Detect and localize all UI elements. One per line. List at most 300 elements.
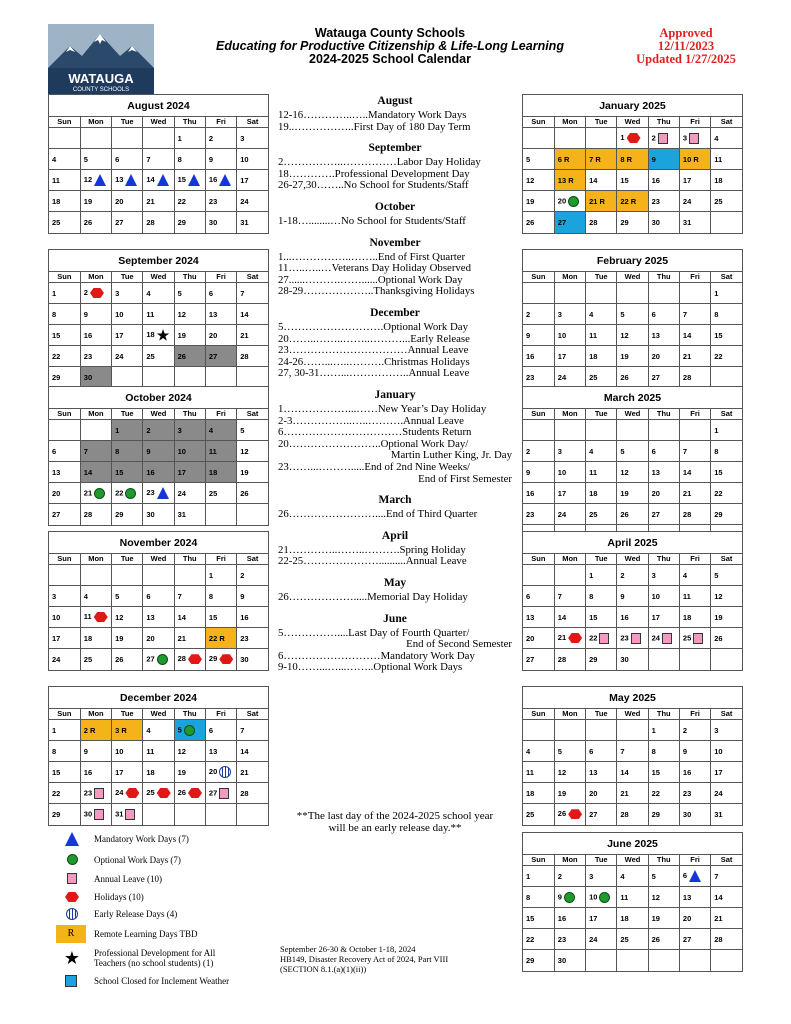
day-cell [648, 628, 679, 649]
day-cell [679, 887, 710, 908]
day-cell [174, 441, 205, 462]
day-number: 11 [83, 611, 92, 621]
day-cell [586, 441, 617, 462]
day-number: 30 [557, 955, 567, 965]
day-number: 17 [115, 767, 124, 777]
day-number: 26 [651, 934, 660, 944]
day-cell [679, 929, 710, 950]
day-cell [711, 741, 742, 762]
event-month-heading: January [374, 389, 416, 401]
weekday-header: Sat [711, 709, 742, 720]
day-number: 14 [83, 467, 93, 477]
day-number: 16 [620, 612, 629, 622]
weekday-header: Sat [711, 272, 742, 283]
motto: Educating for Productive Citizenship & Life-Long Learning [216, 39, 564, 53]
day-cell [143, 565, 174, 586]
day-cell [237, 504, 268, 525]
day-cell [49, 212, 80, 233]
day-cell [80, 720, 111, 741]
day-cell [617, 420, 648, 441]
day-number: 12 [651, 892, 660, 902]
day-cell [174, 420, 205, 441]
day-number: 3 R [115, 725, 127, 735]
day-number: 12 [620, 467, 629, 477]
day-number: 29 [177, 217, 186, 227]
weekday-header: Wed [617, 117, 648, 128]
day-number: 18 [208, 467, 218, 477]
day-cell [49, 783, 80, 804]
circle-icon [564, 892, 575, 903]
day-number: 21 [714, 913, 723, 923]
day-cell [143, 367, 174, 388]
day-number: 2 [526, 446, 531, 456]
day-number: 12 [177, 746, 186, 756]
day-cell [554, 887, 585, 908]
weekday-header: Thu [174, 709, 205, 720]
day-number: 20 [146, 633, 155, 643]
legend-text: Remote Learning Days TBD [94, 929, 198, 939]
weekday-header: Tue [112, 272, 143, 283]
event-line: 6………………………Mandatory Work Day [278, 650, 475, 662]
day-number: 13 [115, 174, 124, 184]
day-number: 4 [714, 133, 719, 143]
weekday-header: Mon [80, 554, 111, 565]
day-cell [523, 346, 554, 367]
day-cell [174, 586, 205, 607]
day-number: 6 [208, 288, 214, 298]
day-number: 18 [589, 488, 598, 498]
event-line: 12-16…………..…..Mandatory Work Days [278, 110, 467, 121]
day-cell [617, 741, 648, 762]
day-number: 2 [526, 309, 531, 319]
day-cell [49, 628, 80, 649]
day-cell [523, 304, 554, 325]
day-cell [80, 586, 111, 607]
day-cell [586, 128, 617, 149]
circle-icon [125, 488, 136, 499]
day-cell [205, 783, 236, 804]
day-cell [49, 128, 80, 149]
day-cell [617, 720, 648, 741]
day-number: 15 [620, 175, 629, 185]
circle-icon [67, 854, 78, 865]
event-line: 11…..…..…Veterans Day Holiday Observed [278, 263, 471, 275]
day-number: 5 [714, 570, 719, 580]
day-number: 5 [177, 724, 182, 734]
day-cell [648, 420, 679, 441]
day-number: 20 [682, 913, 692, 923]
square-icon [219, 788, 229, 799]
approved-label: Approved [659, 26, 713, 40]
day-cell [648, 346, 679, 367]
day-number: 10 [557, 330, 567, 340]
day-number: 20 [526, 633, 535, 643]
day-cell [80, 762, 111, 783]
school-name: Watauga County Schools [314, 26, 466, 40]
weekday-header: Sat [237, 554, 268, 565]
day-number: 25 [208, 488, 218, 498]
day-number: 1 [177, 133, 182, 143]
day-cell [80, 304, 111, 325]
day-cell [617, 586, 648, 607]
day-cell [174, 804, 205, 825]
day-number: 5 [115, 591, 120, 601]
day-number: 15 [714, 330, 723, 340]
day-number: 22 [52, 351, 61, 361]
day-number: 9 [557, 891, 562, 901]
event-line: 5……………....Last Day of Fourth Quarter/ [278, 627, 470, 639]
day-cell [679, 866, 710, 887]
weekday-header: Fri [205, 554, 236, 565]
hexagon-icon [568, 633, 582, 643]
day-cell [554, 762, 585, 783]
day-cell [112, 762, 143, 783]
day-number: 14 [620, 767, 629, 777]
weekday-header: Fri [679, 117, 710, 128]
day-number: 5 [620, 309, 625, 319]
day-number: 4 [146, 725, 151, 735]
weekday-header: Mon [80, 409, 111, 420]
day-cell [112, 149, 143, 170]
day-number: 11 [146, 746, 155, 756]
day-cell [648, 762, 679, 783]
day-number: 9 [208, 154, 214, 164]
calendar-title: 2024-2025 School Calendar [309, 52, 471, 66]
day-cell [648, 283, 679, 304]
day-cell [617, 504, 648, 525]
day-number: 11 [589, 330, 597, 340]
legend-icon-wrap [48, 908, 94, 920]
day-number: 26 [620, 372, 629, 382]
day-cell [237, 649, 268, 670]
day-cell [174, 462, 205, 483]
event-line: 23……...……….....End of 2nd Nine Weeks/ [278, 462, 471, 473]
day-number: 11 [146, 309, 155, 319]
day-number: 12 [714, 591, 723, 601]
day-cell [554, 462, 585, 483]
day-number: 8 [526, 892, 531, 902]
day-number: 22 [115, 487, 124, 497]
day-number: 2 [620, 570, 625, 580]
day-number: 23 [146, 487, 155, 497]
day-cell [523, 504, 554, 525]
hb-line: HB149, Disaster Recovery Act of 2024, Part VIII [280, 954, 449, 964]
day-number: 1 [714, 425, 719, 435]
day-number: 14 [240, 309, 249, 319]
legend-icon-wrap [48, 925, 94, 943]
day-cell [679, 441, 710, 462]
day-cell [80, 325, 111, 346]
day-number: 12 [557, 767, 567, 777]
day-cell [112, 128, 143, 149]
day-number: 10 [557, 467, 567, 477]
day-cell [112, 212, 143, 233]
day-number: 5 [526, 154, 531, 164]
remote-learning-icon: R [56, 925, 86, 943]
day-cell [49, 420, 80, 441]
day-cell [617, 149, 648, 170]
day-cell [679, 420, 710, 441]
circle-icon [568, 196, 579, 207]
day-cell [554, 908, 585, 929]
day-number: 1 [52, 288, 57, 298]
hexagon-icon [94, 612, 108, 622]
hexagon-icon [219, 654, 233, 664]
day-number: 14 [557, 612, 567, 622]
day-number: 30 [240, 654, 249, 664]
day-number: 17 [682, 175, 692, 185]
day-number: 6 [52, 446, 57, 456]
day-cell [711, 483, 742, 504]
day-number: 6 [208, 725, 214, 735]
legend-text: Optional Work Days (7) [94, 854, 181, 865]
day-cell [174, 346, 205, 367]
day-cell [205, 212, 236, 233]
day-cell [711, 950, 742, 971]
day-number: 26 [177, 351, 186, 361]
day-number: 9 [651, 154, 656, 164]
day-number: 13 [52, 467, 61, 477]
event-line: End of First Semester [418, 473, 512, 485]
day-number: 10 [115, 746, 124, 756]
day-cell [586, 420, 617, 441]
event-month-heading: April [381, 529, 409, 542]
triangle-icon [157, 174, 169, 186]
day-cell [80, 441, 111, 462]
day-cell [648, 649, 679, 670]
day-cell [523, 720, 554, 741]
event-month-heading: June [383, 612, 407, 625]
weekday-header: Sun [49, 272, 80, 283]
day-number: 12 [115, 612, 124, 622]
day-cell [554, 325, 585, 346]
day-number: 13 [526, 612, 535, 622]
day-cell [586, 741, 617, 762]
day-number: 25 [146, 351, 155, 361]
day-number: 2 [682, 725, 688, 735]
day-number: 22 R [208, 633, 225, 643]
day-cell [49, 720, 80, 741]
day-number: 10 [240, 154, 249, 164]
day-cell [586, 325, 617, 346]
day-number: 19 [620, 351, 629, 361]
day-cell [679, 762, 710, 783]
day-cell [554, 483, 585, 504]
event-line: 18………….Professional Development Day [278, 168, 470, 180]
day-number: 11 [589, 467, 597, 477]
day-number: 8 [589, 591, 594, 601]
day-number: 3 [557, 309, 562, 319]
day-number: 13 [651, 467, 660, 477]
day-number: 13 [208, 746, 218, 756]
day-cell [143, 741, 174, 762]
day-cell [648, 149, 679, 170]
day-cell [679, 128, 710, 149]
day-number: 25 [714, 196, 723, 206]
day-number: 6 [146, 591, 151, 601]
day-number: 8 [52, 746, 57, 756]
day-cell [143, 762, 174, 783]
day-cell [711, 441, 742, 462]
day-cell [80, 628, 111, 649]
day-cell [617, 565, 648, 586]
day-cell [237, 420, 268, 441]
hexagon-icon [188, 788, 202, 798]
day-number: 21 [240, 767, 249, 777]
day-cell [586, 304, 617, 325]
month-calendar [522, 386, 743, 547]
day-cell [679, 191, 710, 212]
day-cell [174, 367, 205, 388]
day-cell [80, 283, 111, 304]
day-number: 30 [620, 654, 629, 664]
day-cell [143, 149, 174, 170]
weekday-header: Tue [112, 409, 143, 420]
day-number: 26 [620, 509, 629, 519]
day-number: 29 [589, 654, 598, 664]
day-number: 18 [146, 329, 155, 339]
day-cell [554, 804, 585, 825]
day-number: 22 [177, 196, 186, 206]
day-number: 31 [115, 809, 124, 819]
day-number: 1 [714, 288, 719, 298]
day-cell [143, 628, 174, 649]
day-number: 15 [52, 767, 61, 777]
event-line: 26……………….....Memorial Day Holiday [278, 592, 468, 603]
day-cell [554, 441, 585, 462]
day-number: 6 [682, 870, 688, 880]
day-number: 12 [177, 309, 186, 319]
inclement-weather-icon [65, 975, 77, 987]
day-cell [174, 720, 205, 741]
day-number: 27 [115, 217, 124, 227]
day-number: 12 [526, 175, 535, 185]
day-cell [554, 950, 585, 971]
day-cell [523, 212, 554, 233]
month-calendar [522, 531, 743, 671]
legend-icon-wrap [48, 948, 94, 968]
day-cell [237, 346, 268, 367]
day-cell [237, 441, 268, 462]
day-cell [711, 628, 742, 649]
day-cell [205, 170, 236, 191]
day-number: 13 [682, 892, 692, 902]
day-number: 28 [682, 509, 692, 519]
day-number: 27 [146, 654, 155, 664]
day-cell [679, 950, 710, 971]
weekday-header: Wed [617, 709, 648, 720]
month-title: February 2025 [523, 250, 742, 272]
logo-name: WATAUGA [68, 71, 134, 86]
day-number: 10 [651, 591, 660, 601]
day-number: 11 [52, 175, 60, 185]
day-cell [648, 804, 679, 825]
circle-icon [599, 892, 610, 903]
day-cell [554, 720, 585, 741]
day-number: 19 [177, 767, 186, 777]
day-cell [554, 420, 585, 441]
day-number: 6 [651, 446, 656, 456]
day-cell [648, 170, 679, 191]
day-cell [617, 170, 648, 191]
day-number: 1 [115, 425, 120, 435]
day-number: 26 [83, 217, 93, 227]
day-number: 18 [682, 612, 692, 622]
day-number: 27 [557, 217, 567, 227]
day-cell [205, 628, 236, 649]
day-cell [49, 607, 80, 628]
triangle-icon [157, 487, 169, 499]
event-month-heading: December [370, 307, 420, 319]
day-number: 1 [589, 570, 594, 580]
square-icon [658, 133, 668, 144]
event-line: 21…………..……..……….Spring Holiday [278, 544, 466, 556]
event-line: 26-27,30……..No School for Students/Staff [278, 180, 469, 192]
weekday-header: Mon [554, 409, 585, 420]
event-line: Martin Luther King, Jr. Day [390, 450, 512, 462]
day-cell [49, 191, 80, 212]
day-cell [554, 149, 585, 170]
day-cell [237, 128, 268, 149]
day-cell [143, 304, 174, 325]
day-cell [617, 346, 648, 367]
day-cell [143, 462, 174, 483]
approval-stamp [616, 27, 756, 66]
day-cell [237, 283, 268, 304]
day-number: 3 [177, 425, 182, 435]
day-number: 7 [240, 288, 245, 298]
day-cell [554, 783, 585, 804]
day-cell [112, 565, 143, 586]
day-cell [554, 304, 585, 325]
weekday-header: Sun [49, 709, 80, 720]
weekday-header: Sun [523, 554, 554, 565]
day-cell [711, 866, 742, 887]
day-cell [586, 628, 617, 649]
weekday-header: Tue [586, 855, 617, 866]
logo-sub: COUNTY SCHOOLS [72, 87, 130, 93]
event-month-heading: May [383, 577, 407, 589]
day-cell [554, 346, 585, 367]
day-number: 13 R [557, 175, 574, 185]
weekday-header: Sat [711, 117, 742, 128]
weekday-header: Wed [617, 855, 648, 866]
day-cell [49, 504, 80, 525]
hexagon-icon [568, 809, 582, 819]
square-icon [662, 633, 672, 644]
day-cell [523, 887, 554, 908]
day-number: 15 [651, 767, 660, 777]
note-line: will be an early release day.** [328, 822, 462, 834]
month-calendar [522, 686, 743, 826]
day-cell [112, 628, 143, 649]
hexagon-icon [157, 788, 171, 798]
event-line: 1...……………..……..End of First Quarter [278, 251, 466, 263]
day-cell [237, 304, 268, 325]
day-cell [523, 783, 554, 804]
day-cell [554, 649, 585, 670]
day-number: 23 [208, 196, 218, 206]
day-number: 16 [682, 767, 692, 777]
day-number: 31 [240, 217, 249, 227]
day-cell [554, 741, 585, 762]
event-line: 5……………………….Optional Work Day [278, 322, 468, 333]
weekday-header: Wed [143, 409, 174, 420]
day-cell [648, 504, 679, 525]
day-number: 22 [714, 351, 723, 361]
square-icon [693, 633, 703, 644]
day-number: 9 [83, 746, 88, 756]
